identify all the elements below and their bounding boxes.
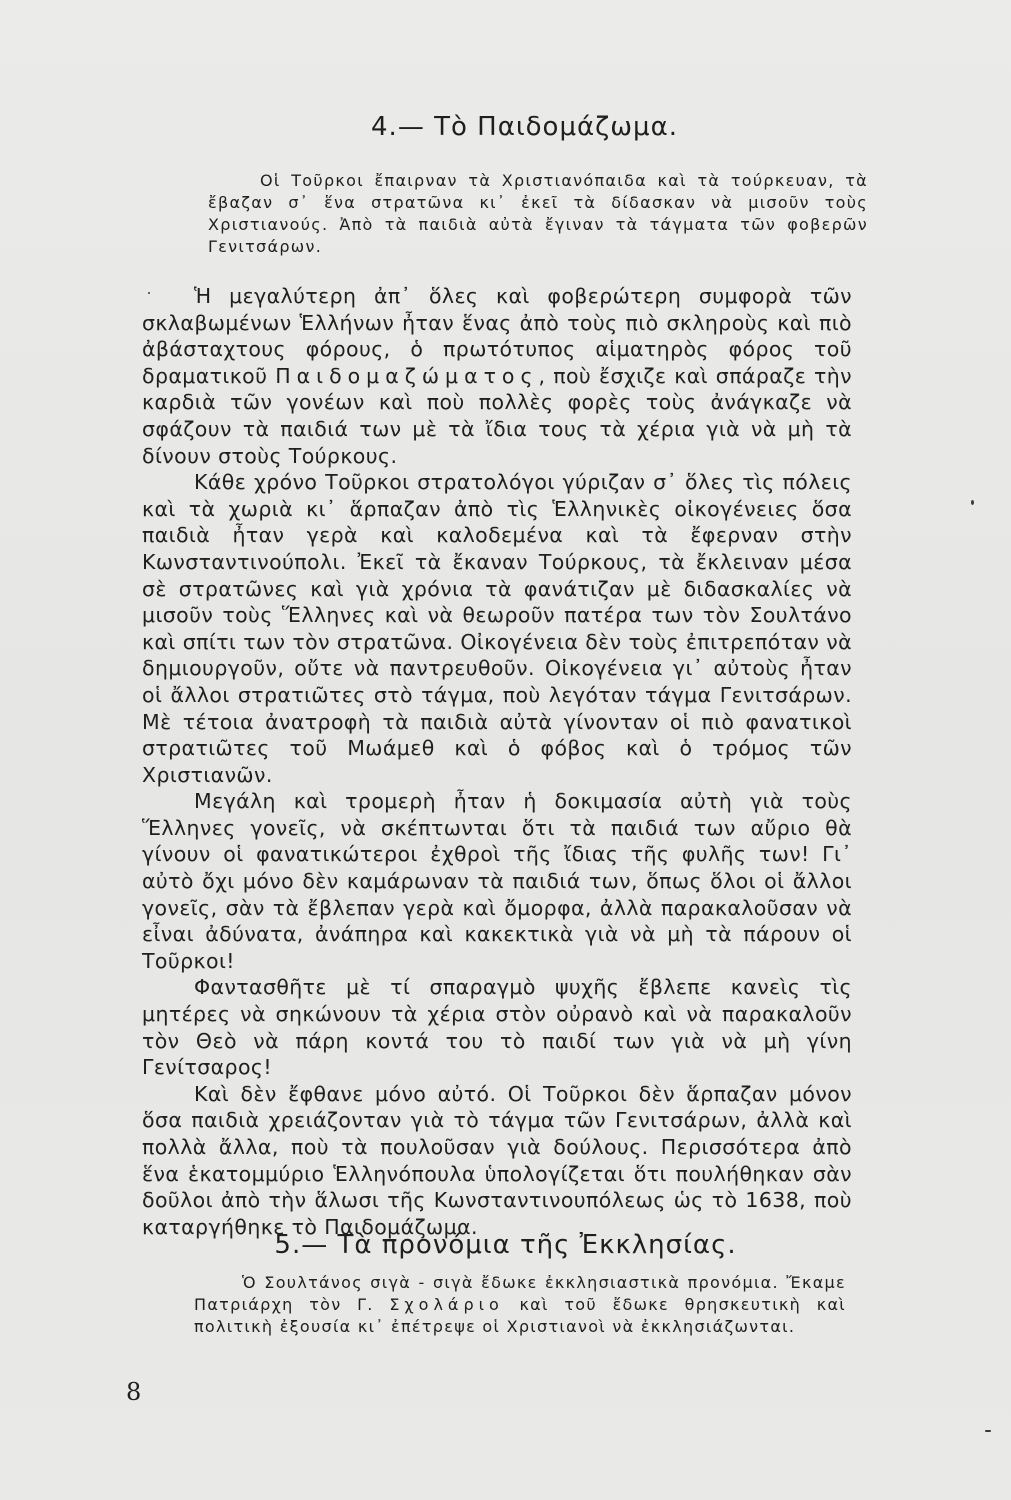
section-5-summary-end: καὶ τοῦ ἔδωκε θρησκευτικὴ καὶ πολιτικὴ ἐξουσία κι᾽ ἐπέτρεψε οἱ Χριστιανοὶ νὰ ἐκκλησιάζωνται.: [194, 1295, 847, 1336]
paper-speck: [971, 500, 974, 505]
scholarios-term: Σχολάριο: [389, 1295, 504, 1314]
section-5-heading: 5.— Τὰ προνόμια τῆς Ἐκκλησίας.: [274, 1230, 737, 1260]
section-5-summary-start: Ὁ Σουλτάνος σιγὰ - σιγὰ ἔδωκε ἐκκλησιαστικὰ προνόμια. Ἔκαμε Πατριάρχη τὸν Γ.: [194, 1273, 846, 1314]
paidomazoma-term: Παιδομαζώματος: [275, 363, 539, 388]
paragraph-1-text-start: Ἡ μεγαλύτερη ἀπ᾽ ὅλες καὶ φοβερώτερη συμφορὰ τῶν σκλαβωμένων Ἑλλήνων ἦταν ἕνας ἀπὸ τοὺς πιὸ σκληροὺς καὶ πιὸ ἀβάσταχτους φόρους, ὁ πρωτότυπος αἱματηρὸς φόρος τοῦ δραματικοῦ: [142, 284, 852, 388]
section-5-summary: [194, 1272, 846, 1338]
paragraph-4: Φαντασθῆτε μὲ τί σπαραγμὸ ψυχῆς ἔβλεπε κανεὶς τὶς μητέρες νὰ σηκώνουν τὰ χέρια στὸν οὐρανὸ καὶ νὰ παρακαλοῦν τὸν Θεὸ νὰ πάρη κοντά του τὸ παιδί των γιὰ νὰ μὴ γίνη Γενίτσαρος!: [142, 975, 852, 1080]
paragraph-1-text-end: , ποὺ ἔσχιζε καὶ σπάραζε τὴν καρδιὰ τῶν γονέων καὶ ποὺ πολλὲς φορὲς τοὺς ἀνάγκαζε νὰ σφάζουν τὰ παιδιά των μὲ τὰ ἴδια τους τὰ χέρια γιὰ νὰ μὴ τὰ δίνουν στοὺς Τούρκους.: [142, 363, 852, 468]
section-4-body: [142, 283, 852, 1240]
page-number: 8: [126, 1378, 142, 1406]
section-4-summary: Οἱ Τοῦρκοι ἔπαιρναν τὰ Χριστιανόπαιδα καὶ τὰ τούρκευαν, τὰ ἔβαζαν σ᾽ ἕνα στρατῶνα κι᾽ ἐκεῖ τὰ δίδασκαν νὰ μισοῦν τοὺς Χριστιανούς. Ἀπὸ τὰ παιδιὰ αὐτὰ ἔγιναν τὰ τάγματα τῶν φοβερῶν Γενιτσάρων.: [208, 171, 868, 256]
paragraph-3: Μεγάλη καὶ τρομερὴ ἦταν ἡ δοκιμασία αὐτὴ γιὰ τοὺς Ἕλληνες γονεῖς, νὰ σκέπτωνται ὅτι τὰ παιδιά των αὔριο θὰ γίνουν οἱ φανατικώτεροι ἐχθροὶ τῆς ἴδιας τῆς φυλῆς των! Γι᾽ αὐτὸ ὄχι μόνο δὲν καμάρωναν τὰ παιδιά των, ὅπως ὅλοι οἱ ἄλλοι γονεῖς, σὰν τὰ ἔβλεπαν γερὰ καὶ ὄμορφα, ἀλλὰ παρακαλοῦσαν νὰ εἶναι ἀδύνατα, ἀνάπηρα καὶ κακεκτικὰ γιὰ νὰ μὴ τὰ πάρουν οἱ Τοῦρκοι!: [142, 789, 852, 973]
paper-speck: [985, 1430, 991, 1432]
section-4-heading: 4.— Τὸ Παιδομάζωμα.: [371, 112, 678, 142]
paragraph-1: [142, 283, 852, 469]
paper-speck: [148, 292, 150, 294]
paragraph-2: Κάθε χρόνο Τοῦρκοι στρατολόγοι γύριζαν σ᾽ ὅλες τὶς πόλεις καὶ τὰ χωριὰ κι᾽ ἅρπαζαν ἀπὸ τὶς Ἑλληνικὲς οἰκογένειες ὅσα παιδιὰ ἦταν γερὰ καὶ καλοδεμένα καὶ τὰ ἔφερναν στὴν Κωνσταντινούπολι. Ἐκεῖ τὰ ἔκαναν Τούρκους, τὰ ἔκλειναν μέσα σὲ στρατῶνες καὶ γιὰ χρόνια τὰ φανάτιζαν μὲ διδασκαλίες νὰ μισοῦν τοὺς Ἕλληνες καὶ νὰ θεωροῦν πατέρα των τὸν Σουλτάνο καὶ σπίτι των τὸν στρατῶνα. Οἰκογένεια δὲν τοὺς ἐπιτρεπόταν νὰ δημιουργοῦν, οὔτε νὰ παντρευθοῦν. Οἰκογένεια γι᾽ αὐτοὺς ἦταν οἱ ἄλλοι στρατιῶτες στὸ τάγμα, ποὺ λεγόταν τάγμα Γενιτσάρων. Μὲ τέτοια ἀνατροφὴ τὰ παιδιὰ αὐτὰ γίνονταν οἱ πιὸ φανατικοὶ στρατιῶτες τοῦ Μωάμεθ καὶ ὁ φόβος καὶ ὁ τρόμος τῶν Χριστιανῶν.: [142, 470, 852, 787]
paragraph-5: Καὶ δὲν ἔφθανε μόνο αὐτό. Οἱ Τοῦρκοι δὲν ἅρπαζαν μόνον ὅσα παιδιὰ χρειάζονταν γιὰ τὸ τάγμα τῶν Γενιτσάρων, ἀλλὰ καὶ πολλὰ ἄλλα, ποὺ τὰ πουλοῦσαν γιὰ δούλους. Περισσότερα ἀπὸ ἕνα ἑκατομμύριο Ἑλληνόπουλα ὑπολογίζεται ὅτι πουλήθηκαν σὰν δοῦλοι ἀπὸ τὴν ἅλωσι τῆς Κωνσταντινουπόλεως ὡς τὸ 1638, ποὺ καταργήθηκε τὸ Παιδομάζωμα.: [142, 1081, 852, 1239]
